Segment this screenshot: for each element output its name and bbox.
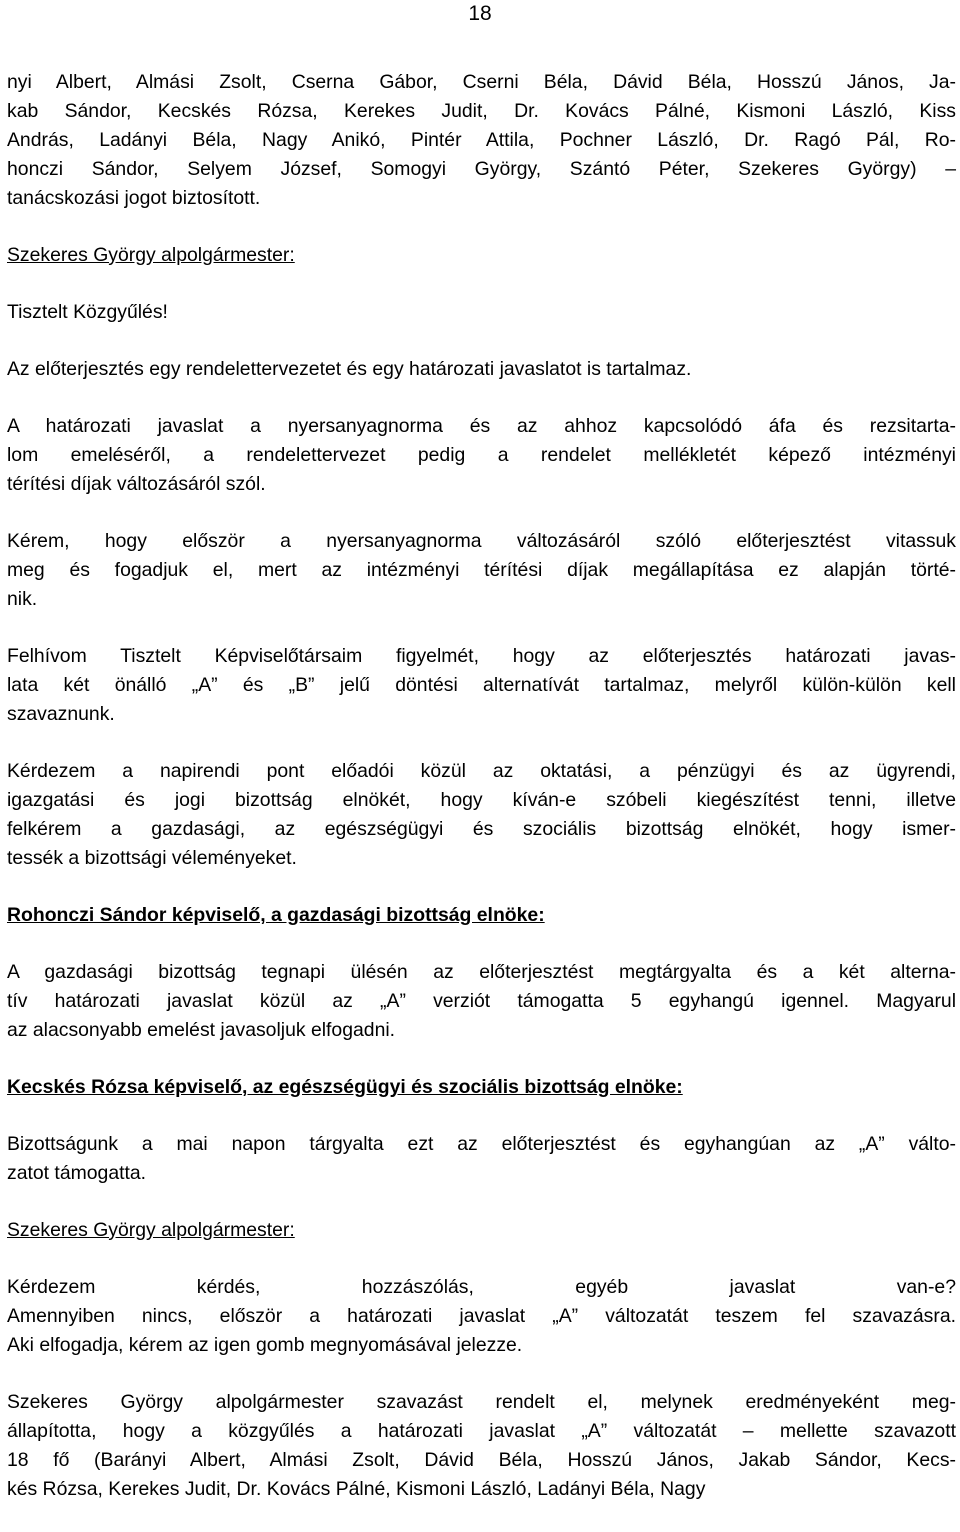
- text-line: Aki elfogadja, kérem az igen gomb megnyomásával jelezze.: [7, 1334, 523, 1356]
- text-line: lata két önálló „A” és „B” jelű döntési alternatívát tartalmaz, melyről külön-külön kell: [7, 674, 956, 696]
- body-paragraph: [7, 1130, 956, 1188]
- text-line: tív határozati javaslat közül az „A” verziót támogatta 5 egyhangú igennel. Magyarul: [7, 990, 956, 1012]
- document-body: [7, 68, 956, 1532]
- text-line: tanácskozási jogot biztosított.: [7, 187, 261, 209]
- text-line: az alacsonyabb emelést javasoljuk elfogadni.: [7, 1019, 396, 1041]
- text-line: Kecskés Rózsa képviselő, az egészségügyi és szociális bizottság elnöke:: [7, 1076, 683, 1098]
- text-line: kés Rózsa, Kerekes Judit, Dr. Kovács Pálné, Kismoni László, Ladányi Béla, Nagy: [7, 1478, 706, 1500]
- text-line: honczi Sándor, Selyem József, Somogyi György, Szántó Péter, Szekeres György) –: [7, 158, 956, 180]
- body-paragraph: [7, 1273, 956, 1360]
- body-paragraph: [7, 642, 956, 729]
- text-line: A határozati javaslat a nyersanyagnorma és az ahhoz kapcsolódó áfa és rezsitarta-: [7, 415, 956, 437]
- body-paragraph: [7, 958, 956, 1045]
- text-line: 18 fő (Barányi Albert, Almási Zsolt, Dávid Béla, Hosszú János, Jakab Sándor, Kecs-: [7, 1449, 956, 1471]
- text-line: Szekeres György alpolgármester:: [7, 244, 295, 266]
- text-line: szavaznunk.: [7, 703, 115, 725]
- text-line: Szekeres György alpolgármester:: [7, 1219, 295, 1241]
- text-line: Kérdezem a napirendi pont előadói közül az oktatási, a pénzügyi és az ügyrendi,: [7, 760, 956, 782]
- text-line: Szekeres György alpolgármester szavazást rendelt el, melynek eredményeként meg-: [7, 1391, 956, 1413]
- speaker-heading: [7, 1216, 956, 1245]
- text-line: Bizottságunk a mai napon tárgyalta ezt az előterjesztést és egyhangúan az „A” válto-: [7, 1133, 956, 1155]
- text-line: zatot támogatta.: [7, 1162, 147, 1184]
- text-line: lom emeléséről, a rendelettervezet pedig a rendelet mellékletét képező intézményi: [7, 444, 956, 466]
- text-line: A gazdasági bizottság tegnapi ülésén az előterjesztést megtárgyalta és a két alterna-: [7, 961, 956, 983]
- text-line: Kérem, hogy először a nyersanyagnorma változásáról szóló előterjesztést vitassuk: [7, 530, 956, 552]
- text-line: meg és fogadjuk el, mert az intézményi térítési díjak megállapítása ez alapján törté-: [7, 559, 956, 581]
- text-line: Felhívom Tisztelt Képviselőtársaim figyelmét, hogy az előterjesztés határozati javas-: [7, 645, 956, 667]
- text-line: Tisztelt Közgyűlés!: [7, 301, 168, 323]
- body-paragraph: [7, 1388, 956, 1504]
- text-line: András, Ladányi Béla, Nagy Anikó, Pintér Attila, Pochner László, Dr. Ragó Pál, Ro-: [7, 129, 956, 151]
- speaker-heading: [7, 1073, 956, 1102]
- body-paragraph: [7, 298, 956, 327]
- text-line: nyi Albert, Almási Zsolt, Cserna Gábor, Cserni Béla, Dávid Béla, Hosszú János, Ja-: [7, 71, 956, 93]
- text-line: Amennyiben nincs, először a határozati javaslat „A” változatát teszem fel szavazásra.: [7, 1305, 956, 1327]
- body-paragraph: [7, 527, 956, 614]
- text-line: Az előterjesztés egy rendelettervezetet és egy határozati javaslatot is tartalmaz.: [7, 358, 692, 380]
- body-paragraph: [7, 412, 956, 499]
- text-line: térítési díjak változásáról szól.: [7, 473, 266, 495]
- text-line: tessék a bizottsági véleményeket.: [7, 847, 297, 869]
- text-line: felkérem a gazdasági, az egészségügyi és szociális bizottság elnökét, hogy ismer-: [7, 818, 956, 840]
- text-line: állapította, hogy a közgyűlés a határozati javaslat „A” változatát – mellette szavazott: [7, 1420, 956, 1442]
- body-paragraph: [7, 355, 956, 384]
- text-line: nik.: [7, 588, 38, 610]
- speaker-heading: [7, 241, 956, 270]
- page-number: 18: [468, 2, 492, 25]
- text-line: Rohonczi Sándor képviselő, a gazdasági bizottság elnöke:: [7, 904, 545, 926]
- text-line: Kérdezem kérdés, hozzászólás, egyéb javaslat van-e?: [7, 1276, 956, 1298]
- speaker-heading: [7, 901, 956, 930]
- text-line: igazgatási és jogi bizottság elnökét, hogy kíván-e szóbeli kiegészítést tenni, illetve: [7, 789, 956, 811]
- body-paragraph: [7, 757, 956, 873]
- body-paragraph: [7, 68, 956, 213]
- text-line: kab Sándor, Kecskés Rózsa, Kerekes Judit, Dr. Kovács Pálné, Kismoni László, Kiss: [7, 100, 956, 122]
